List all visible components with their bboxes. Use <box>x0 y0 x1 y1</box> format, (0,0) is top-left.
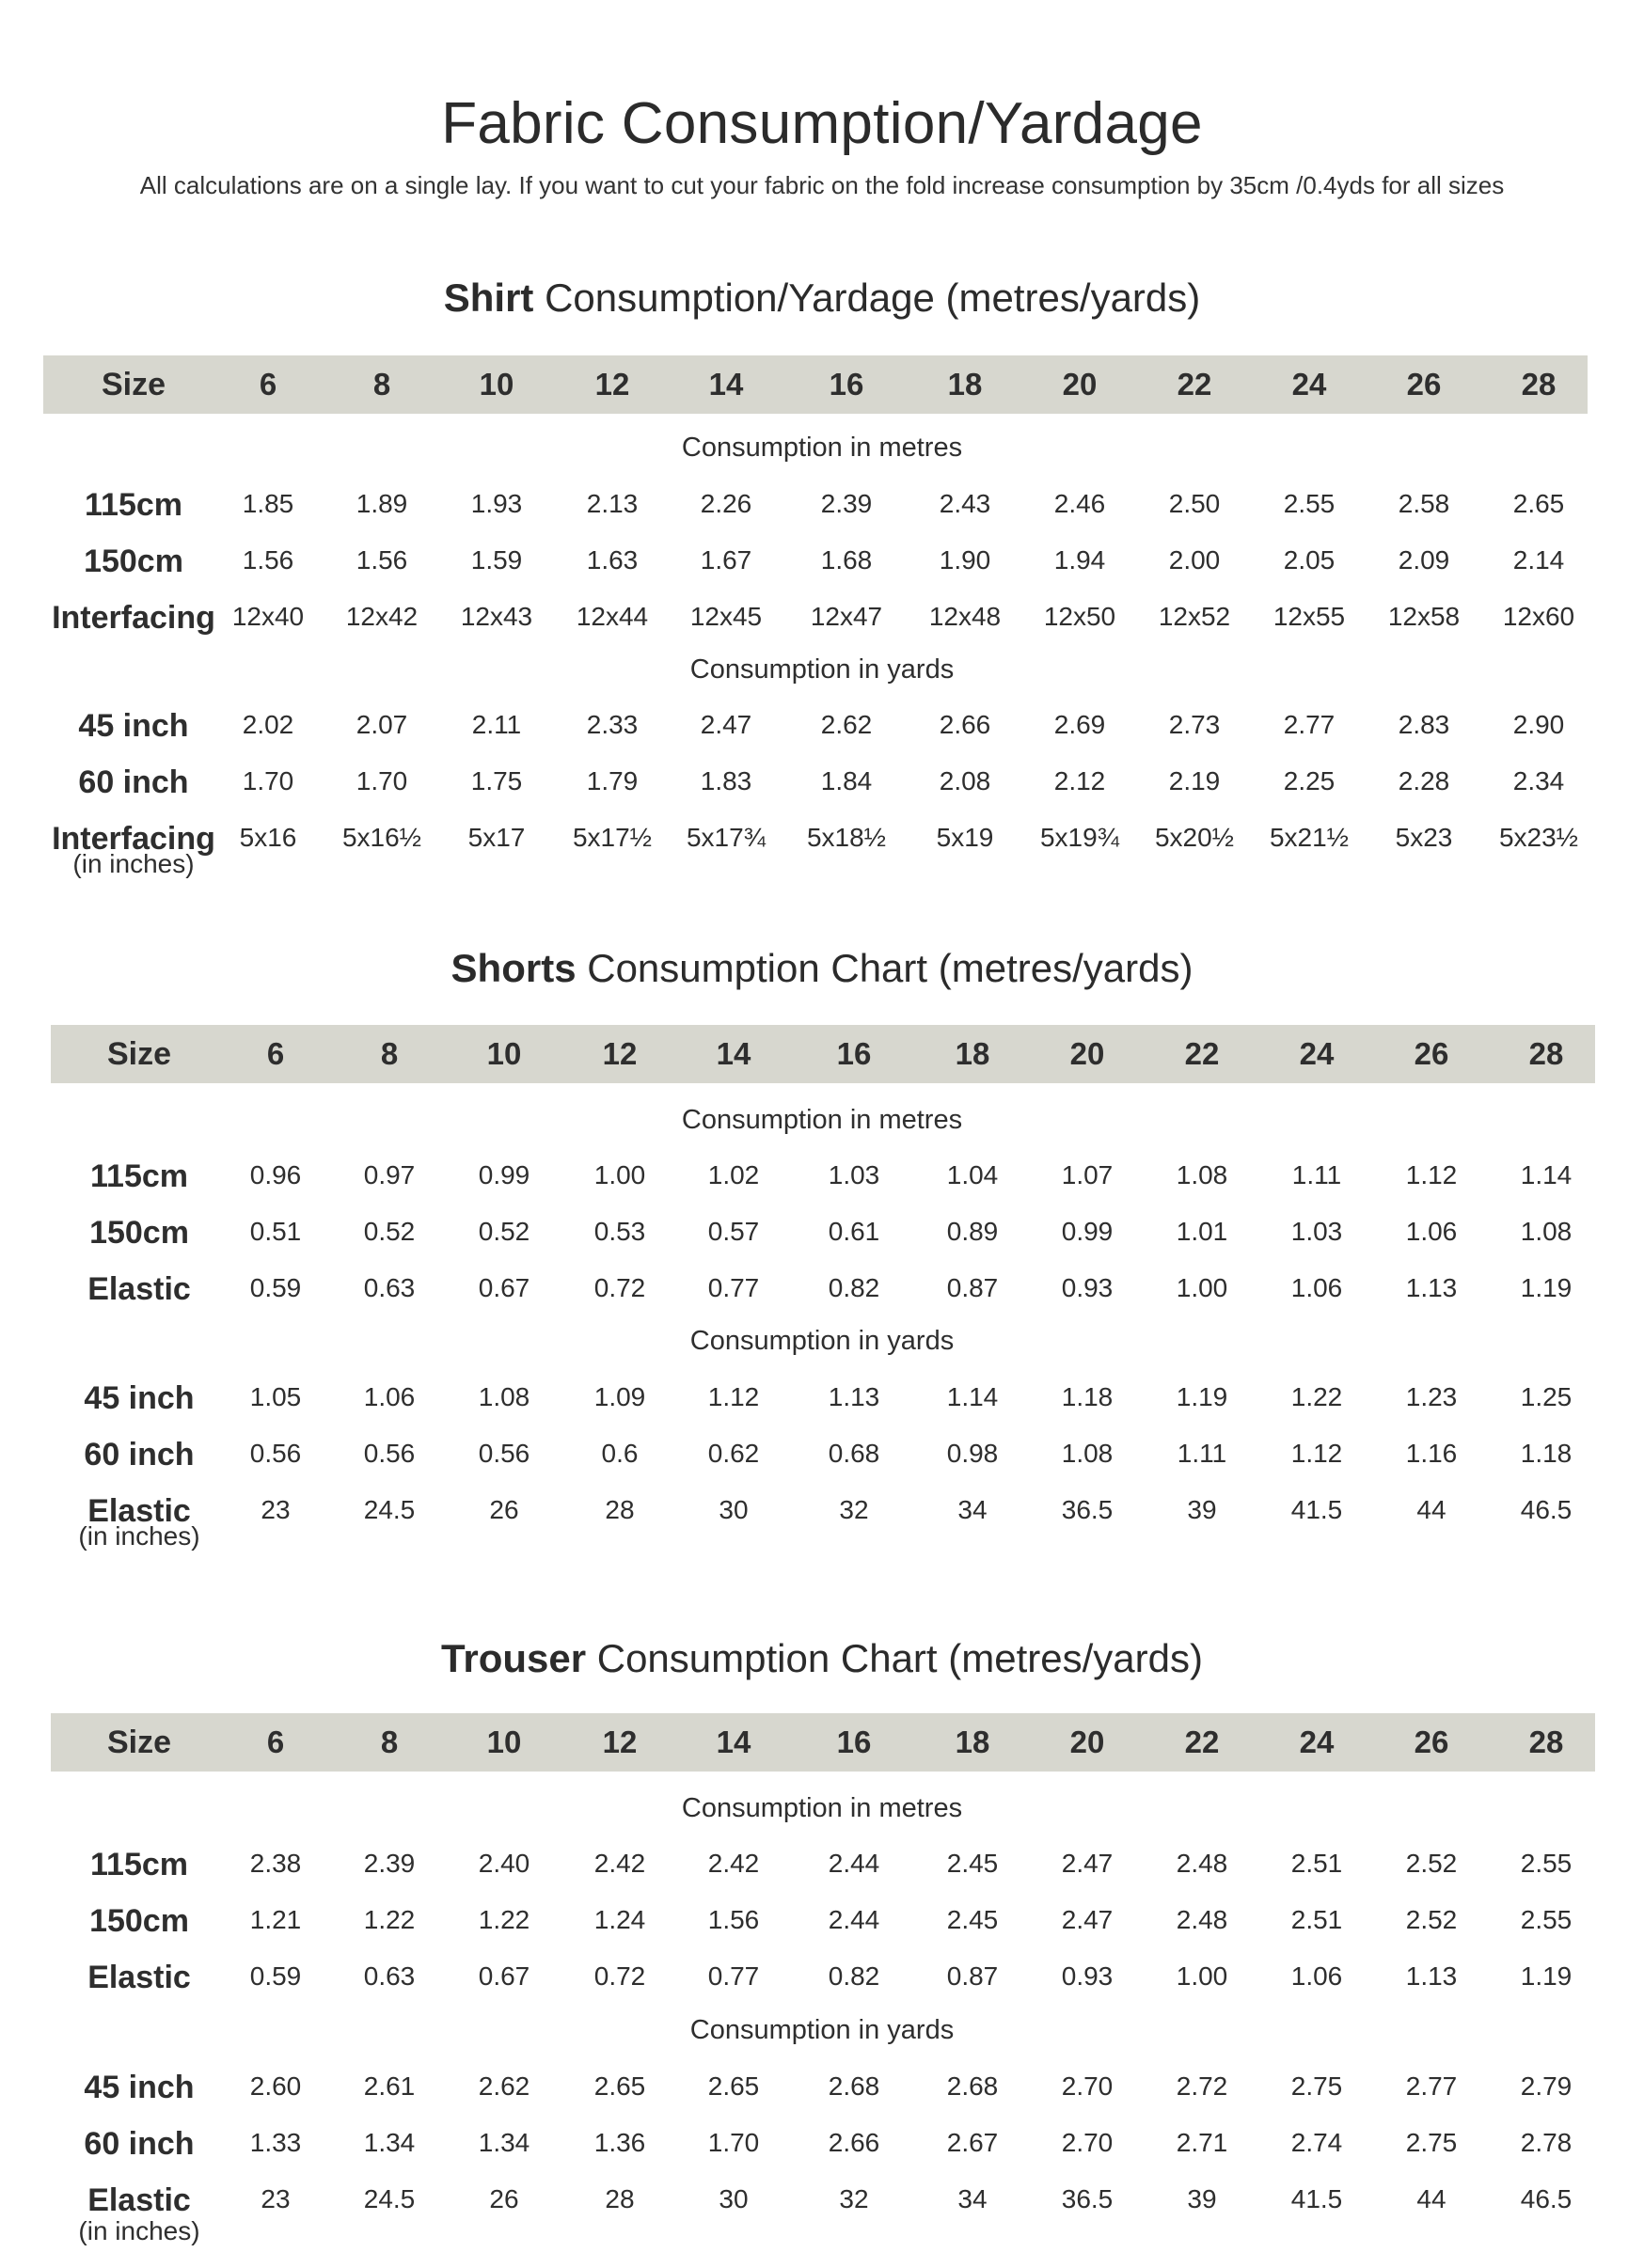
size-column-header: 24 <box>1299 1036 1335 1071</box>
row-label: Elastic <box>87 1493 191 1529</box>
table-cell: 0.96 <box>249 1160 302 1189</box>
row-label: Interfacing <box>52 600 215 636</box>
table-cell: 1.08 <box>1520 1217 1573 1246</box>
table-cell: 2.55 <box>1283 489 1336 518</box>
table-cell: 12x60 <box>1502 602 1575 631</box>
table-cell: 12x40 <box>231 602 305 631</box>
table-cell: 0.99 <box>1061 1217 1114 1246</box>
table-cell: 2.83 <box>1398 710 1450 739</box>
table-cell: 1.00 <box>593 1160 646 1189</box>
table-cell: 2.05 <box>1283 545 1336 575</box>
table-cell: 0.63 <box>363 1961 416 1991</box>
table-cell: 0.6 <box>601 1439 639 1468</box>
size-column-header: 26 <box>1414 1725 1449 1759</box>
size-header-label: Size <box>106 1725 172 1760</box>
section-title-rest: Consumption/Yardage (metres/yards) <box>533 276 1201 320</box>
table-cell: 2.42 <box>593 1849 646 1878</box>
table-cell: 0.72 <box>593 1961 646 1991</box>
table-cell: 2.58 <box>1398 489 1450 518</box>
row-label: Elastic <box>87 1271 191 1307</box>
table-cell: 5x19 <box>936 823 994 852</box>
table-cell: 1.12 <box>1405 1160 1458 1189</box>
section-title <box>0 1636 1644 1681</box>
table-cell: 5x23½ <box>1498 823 1579 852</box>
table-cell: 2.48 <box>1176 1905 1228 1934</box>
table-cell: 12x58 <box>1387 602 1461 631</box>
size-column-header: 16 <box>836 1036 872 1071</box>
table-cell: 0.68 <box>828 1439 880 1468</box>
table-cell: 1.75 <box>470 766 523 795</box>
table-cell: 2.28 <box>1398 766 1450 795</box>
row-label: 115cm <box>85 487 182 523</box>
table-cell: 5x16½ <box>341 823 422 852</box>
table-cell: 1.34 <box>363 2128 416 2157</box>
table-cell: 2.71 <box>1176 2128 1228 2157</box>
table-cell: 2.40 <box>478 1849 530 1878</box>
size-column-header: 10 <box>486 1036 522 1071</box>
table-cell: 1.11 <box>1177 1439 1227 1468</box>
table-cell: 46.5 <box>1520 2184 1573 2213</box>
table-cell: 24.5 <box>363 2184 416 2213</box>
table-cell: 2.78 <box>1520 2128 1573 2157</box>
size-column-header: 24 <box>1291 367 1327 402</box>
table-cell: 2.77 <box>1405 2071 1458 2101</box>
row-label: Elastic <box>87 1960 191 1995</box>
row-label: 45 inch <box>84 2070 195 2105</box>
size-column-header: 16 <box>829 367 864 402</box>
table-cell: 1.89 <box>356 489 408 518</box>
table-cell: 1.22 <box>363 1905 416 1934</box>
table-cell: 2.75 <box>1405 2128 1458 2157</box>
table-cell: 1.04 <box>946 1160 999 1189</box>
table-cell: 2.50 <box>1168 489 1221 518</box>
table-cell: 28 <box>605 1495 635 1524</box>
table-cell: 36.5 <box>1061 2184 1114 2213</box>
table-cell: 1.93 <box>470 489 523 518</box>
table-cell: 1.94 <box>1053 545 1106 575</box>
table-cell: 30 <box>719 1495 749 1524</box>
section-title-bold: Trouser <box>441 1636 587 1680</box>
section-title <box>0 946 1644 991</box>
table-cell: 1.03 <box>1290 1217 1343 1246</box>
size-column-header: 8 <box>380 1036 399 1071</box>
table-cell: 1.70 <box>356 766 408 795</box>
table-cell: 5x19¾ <box>1039 823 1120 852</box>
table-cell: 1.68 <box>820 545 873 575</box>
size-column-header: 6 <box>259 367 277 402</box>
table-cell: 2.62 <box>478 2071 530 2101</box>
table-cell: 2.72 <box>1176 2071 1228 2101</box>
group-heading: Consumption in metres <box>681 1793 963 1823</box>
table-cell: 1.83 <box>700 766 752 795</box>
table-cell: 2.66 <box>828 2128 880 2157</box>
size-column-header: 8 <box>380 1725 399 1759</box>
size-column-header: 8 <box>372 367 391 402</box>
table-cell: 2.79 <box>1520 2071 1573 2101</box>
table-cell: 2.13 <box>586 489 639 518</box>
table-cell: 1.08 <box>478 1382 530 1411</box>
row-label: 115cm <box>90 1847 188 1882</box>
table-cell: 12x43 <box>460 602 533 631</box>
table-cell: 24.5 <box>363 1495 416 1524</box>
table-cell: 5x17 <box>467 823 526 852</box>
table-cell: 12x52 <box>1158 602 1231 631</box>
table-cell: 2.42 <box>707 1849 760 1878</box>
size-column-header: 14 <box>708 367 744 402</box>
table-cell: 2.69 <box>1053 710 1106 739</box>
table-cell: 12x45 <box>689 602 763 631</box>
table-cell: 0.67 <box>478 1273 530 1302</box>
table-cell: 1.09 <box>593 1382 646 1411</box>
table-cell: 26 <box>489 2184 519 2213</box>
table-cell: 1.13 <box>1405 1961 1458 1991</box>
table-cell: 1.05 <box>249 1382 302 1411</box>
table-cell: 32 <box>839 2184 869 2213</box>
table-cell: 1.90 <box>939 545 991 575</box>
table-cell: 5x20½ <box>1154 823 1235 852</box>
table-cell: 28 <box>605 2184 635 2213</box>
table-cell: 1.19 <box>1176 1382 1228 1411</box>
table-cell: 41.5 <box>1290 2184 1343 2213</box>
table-cell: 0.61 <box>828 1217 880 1246</box>
group-heading: Consumption in yards <box>689 1326 955 1356</box>
table-cell: 1.06 <box>1405 1217 1458 1246</box>
size-header-label: Size <box>106 1036 172 1072</box>
table-cell: 2.67 <box>946 2128 999 2157</box>
table-cell: 2.65 <box>593 2071 646 2101</box>
table-cell: 2.55 <box>1520 1849 1573 1878</box>
table-cell: 0.93 <box>1061 1273 1114 1302</box>
table-cell: 2.02 <box>242 710 294 739</box>
table-cell: 1.00 <box>1176 1273 1228 1302</box>
size-column-header: 10 <box>479 367 514 402</box>
table-cell: 26 <box>489 1495 519 1524</box>
table-cell: 2.62 <box>820 710 873 739</box>
table-cell: 12x50 <box>1043 602 1116 631</box>
table-cell: 0.63 <box>363 1273 416 1302</box>
row-label: 115cm <box>90 1158 188 1194</box>
table-cell: 1.56 <box>707 1905 760 1934</box>
table-cell: 1.59 <box>470 545 523 575</box>
table-cell: 2.47 <box>1061 1905 1114 1934</box>
table-cell: 5x18½ <box>806 823 887 852</box>
size-column-header: 22 <box>1184 1036 1220 1071</box>
size-column-header: 10 <box>486 1725 522 1759</box>
table-cell: 1.07 <box>1061 1160 1114 1189</box>
section-title-rest: Consumption Chart (metres/yards) <box>576 946 1193 990</box>
table-cell: 2.47 <box>1061 1849 1114 1878</box>
size-column-header: 28 <box>1521 367 1557 402</box>
table-cell: 1.03 <box>828 1160 880 1189</box>
table-cell: 1.21 <box>249 1905 302 1934</box>
table-cell: 2.70 <box>1061 2071 1114 2101</box>
table-cell: 2.25 <box>1283 766 1336 795</box>
table-cell: 2.51 <box>1290 1849 1343 1878</box>
table-cell: 1.23 <box>1405 1382 1458 1411</box>
table-cell: 1.11 <box>1291 1160 1342 1189</box>
size-column-header: 28 <box>1528 1725 1564 1759</box>
table-cell: 2.48 <box>1176 1849 1228 1878</box>
table-cell: 1.63 <box>586 545 639 575</box>
table-cell: 2.52 <box>1405 1849 1458 1878</box>
table-cell: 36.5 <box>1061 1495 1114 1524</box>
row-label: 45 inch <box>78 708 189 744</box>
size-column-header: 26 <box>1406 367 1442 402</box>
size-column-header: 6 <box>266 1036 285 1071</box>
table-cell: 0.52 <box>478 1217 530 1246</box>
table-cell: 1.85 <box>242 489 294 518</box>
table-cell: 44 <box>1416 2184 1446 2213</box>
table-cell: 2.55 <box>1520 1905 1573 1934</box>
size-column-header: 20 <box>1062 367 1098 402</box>
table-cell: 41.5 <box>1290 1495 1343 1524</box>
table-cell: 2.11 <box>471 710 522 739</box>
table-cell: 2.44 <box>828 1849 880 1878</box>
table-cell: 44 <box>1416 1495 1446 1524</box>
table-cell: 1.13 <box>828 1382 880 1411</box>
table-cell: 2.07 <box>356 710 408 739</box>
size-column-header: 20 <box>1069 1036 1105 1071</box>
size-column-header: 18 <box>955 1036 990 1071</box>
size-column-header: 14 <box>716 1036 751 1071</box>
table-cell: 1.34 <box>478 2128 530 2157</box>
size-column-header: 24 <box>1299 1725 1335 1759</box>
table-cell: 2.26 <box>700 489 752 518</box>
table-cell: 1.70 <box>707 2128 760 2157</box>
table-cell: 2.47 <box>700 710 752 739</box>
table-cell: 2.08 <box>939 766 991 795</box>
table-cell: 5x17½ <box>572 823 653 852</box>
table-cell: 2.74 <box>1290 2128 1343 2157</box>
table-cell: 0.53 <box>593 1217 646 1246</box>
table-cell: 0.67 <box>478 1961 530 1991</box>
table-cell: 2.44 <box>828 1905 880 1934</box>
table-cell: 1.12 <box>1290 1439 1343 1468</box>
row-label: Elastic <box>87 2182 191 2218</box>
table-cell: 2.09 <box>1398 545 1450 575</box>
size-header-label: Size <box>101 367 166 402</box>
table-cell: 2.65 <box>1512 489 1565 518</box>
table-cell: 0.89 <box>946 1217 999 1246</box>
table-cell: 0.98 <box>946 1439 999 1468</box>
table-cell: 1.56 <box>356 545 408 575</box>
table-cell: 2.90 <box>1512 710 1565 739</box>
group-heading: Consumption in yards <box>689 654 955 685</box>
page-subtitle: All calculations are on a single lay. If you want to cut your fabric on the fold increase consumption by 35cm /0.4yds for all sizes <box>139 171 1505 199</box>
table-cell: 0.59 <box>249 1961 302 1991</box>
row-sublabel: (in inches) <box>72 849 195 878</box>
row-label: 150cm <box>89 1903 189 1939</box>
table-cell: 1.00 <box>1176 1961 1228 1991</box>
table-cell: 1.08 <box>1176 1160 1228 1189</box>
table-cell: 5x21½ <box>1269 823 1350 852</box>
table-cell: 2.33 <box>586 710 639 739</box>
group-heading: Consumption in yards <box>689 2015 955 2045</box>
size-column-header: 18 <box>947 367 983 402</box>
table-cell: 0.59 <box>249 1273 302 1302</box>
table-cell: 23 <box>261 2184 291 2213</box>
row-label: 60 inch <box>84 2126 195 2162</box>
table-cell: 46.5 <box>1520 1495 1573 1524</box>
row-label: 150cm <box>89 1215 189 1251</box>
table-cell: 39 <box>1187 1495 1217 1524</box>
page-title: Fabric Consumption/Yardage <box>441 91 1203 156</box>
table-cell: 0.56 <box>478 1439 530 1468</box>
table-cell: 2.45 <box>946 1849 999 1878</box>
table-cell: 0.93 <box>1061 1961 1114 1991</box>
table-cell: 39 <box>1187 2184 1217 2213</box>
table-cell: 23 <box>261 1495 291 1524</box>
table-cell: 1.56 <box>242 545 294 575</box>
size-column-header: 22 <box>1177 367 1212 402</box>
table-cell: 0.72 <box>593 1273 646 1302</box>
size-column-header: 20 <box>1069 1725 1105 1759</box>
row-sublabel: (in inches) <box>78 1521 200 1551</box>
size-column-header: 12 <box>602 1725 638 1759</box>
table-cell: 1.33 <box>249 2128 302 2157</box>
table-cell: 0.87 <box>946 1961 999 1991</box>
table-cell: 2.73 <box>1168 710 1221 739</box>
table-cell: 0.97 <box>363 1160 416 1189</box>
table-cell: 2.66 <box>939 710 991 739</box>
table-cell: 0.57 <box>707 1217 760 1246</box>
table-cell: 2.19 <box>1168 766 1221 795</box>
row-label: 150cm <box>84 543 183 579</box>
table-cell: 1.22 <box>478 1905 530 1934</box>
table-cell: 0.77 <box>707 1273 760 1302</box>
table-cell: 5x16 <box>239 823 297 852</box>
table-cell: 2.43 <box>939 489 991 518</box>
table-cell: 1.25 <box>1520 1382 1573 1411</box>
table-cell: 1.01 <box>1176 1217 1228 1246</box>
size-column-header: 26 <box>1414 1036 1449 1071</box>
table-cell: 2.14 <box>1512 545 1565 575</box>
table-cell: 2.65 <box>707 2071 760 2101</box>
row-label: 60 inch <box>78 764 189 800</box>
table-cell: 1.12 <box>707 1382 760 1411</box>
size-column-header: 16 <box>836 1725 872 1759</box>
section-title-bold: Shorts <box>451 946 577 990</box>
table-cell: 0.62 <box>707 1439 760 1468</box>
row-label: Interfacing <box>52 821 215 857</box>
table-cell: 2.68 <box>946 2071 999 2101</box>
table-cell: 1.16 <box>1405 1439 1458 1468</box>
table-cell: 1.06 <box>1290 1961 1343 1991</box>
table-cell: 12x42 <box>345 602 419 631</box>
row-label: 60 inch <box>84 1437 195 1473</box>
table-cell: 1.08 <box>1061 1439 1114 1468</box>
table-cell: 1.36 <box>593 2128 646 2157</box>
size-column-header: 22 <box>1184 1725 1220 1759</box>
table-cell: 32 <box>839 1495 869 1524</box>
table-cell: 1.02 <box>707 1160 760 1189</box>
table-cell: 12x48 <box>928 602 1002 631</box>
table-cell: 1.14 <box>946 1382 999 1411</box>
size-column-header: 12 <box>602 1036 638 1071</box>
table-cell: 2.68 <box>828 2071 880 2101</box>
table-cell: 1.13 <box>1405 1273 1458 1302</box>
table-cell: 0.56 <box>363 1439 416 1468</box>
table-cell: 2.51 <box>1290 1905 1343 1934</box>
table-cell: 5x17¾ <box>686 823 767 852</box>
section-title-rest: Consumption Chart (metres/yards) <box>586 1636 1203 1680</box>
table-cell: 2.00 <box>1168 545 1221 575</box>
table-cell: 2.45 <box>946 1905 999 1934</box>
table-cell: 2.75 <box>1290 2071 1343 2101</box>
table-cell: 0.77 <box>707 1961 760 1991</box>
table-cell: 12x47 <box>810 602 883 631</box>
size-column-header: 28 <box>1528 1036 1564 1071</box>
group-heading: Consumption in metres <box>681 433 963 463</box>
section-title-bold: Shirt <box>443 276 534 320</box>
table-cell: 1.24 <box>593 1905 646 1934</box>
table-cell: 2.77 <box>1283 710 1336 739</box>
table-cell: 0.51 <box>249 1217 302 1246</box>
table-cell: 34 <box>957 1495 988 1524</box>
size-column-header: 18 <box>955 1725 990 1759</box>
table-cell: 30 <box>719 2184 749 2213</box>
table-cell: 0.87 <box>946 1273 999 1302</box>
table-cell: 0.82 <box>828 1961 880 1991</box>
table-cell: 2.46 <box>1053 489 1106 518</box>
table-cell: 0.52 <box>363 1217 416 1246</box>
table-cell: 2.61 <box>363 2071 416 2101</box>
table-cell: 1.70 <box>242 766 294 795</box>
size-column-header: 12 <box>594 367 630 402</box>
table-cell: 2.34 <box>1512 766 1565 795</box>
table-cell: 2.39 <box>820 489 873 518</box>
table-cell: 5x23 <box>1395 823 1453 852</box>
table-cell: 12x44 <box>576 602 649 631</box>
table-cell: 12x55 <box>1273 602 1346 631</box>
table-cell: 2.60 <box>249 2071 302 2101</box>
table-cell: 1.67 <box>700 545 752 575</box>
table-cell: 1.22 <box>1290 1382 1343 1411</box>
table-cell: 0.99 <box>478 1160 530 1189</box>
size-column-header: 6 <box>266 1725 285 1759</box>
group-heading: Consumption in metres <box>681 1105 963 1135</box>
table-cell: 2.38 <box>249 1849 302 1878</box>
row-sublabel: (in inches) <box>78 2216 200 2245</box>
table-cell: 1.18 <box>1520 1439 1573 1468</box>
table-cell: 2.12 <box>1053 766 1106 795</box>
table-cell: 34 <box>957 2184 988 2213</box>
table-cell: 1.19 <box>1520 1961 1573 1991</box>
table-cell: 1.84 <box>820 766 873 795</box>
table-cell: 2.52 <box>1405 1905 1458 1934</box>
table-cell: 1.19 <box>1520 1273 1573 1302</box>
table-cell: 1.18 <box>1061 1382 1114 1411</box>
table-cell: 1.79 <box>586 766 639 795</box>
table-cell: 1.06 <box>1290 1273 1343 1302</box>
table-cell: 0.56 <box>249 1439 302 1468</box>
table-cell: 2.70 <box>1061 2128 1114 2157</box>
table-cell: 2.39 <box>363 1849 416 1878</box>
section-title <box>0 276 1644 321</box>
table-cell: 1.06 <box>363 1382 416 1411</box>
table-cell: 1.14 <box>1520 1160 1573 1189</box>
row-label: 45 inch <box>84 1380 195 1416</box>
size-column-header: 14 <box>716 1725 751 1759</box>
table-cell: 0.82 <box>828 1273 880 1302</box>
